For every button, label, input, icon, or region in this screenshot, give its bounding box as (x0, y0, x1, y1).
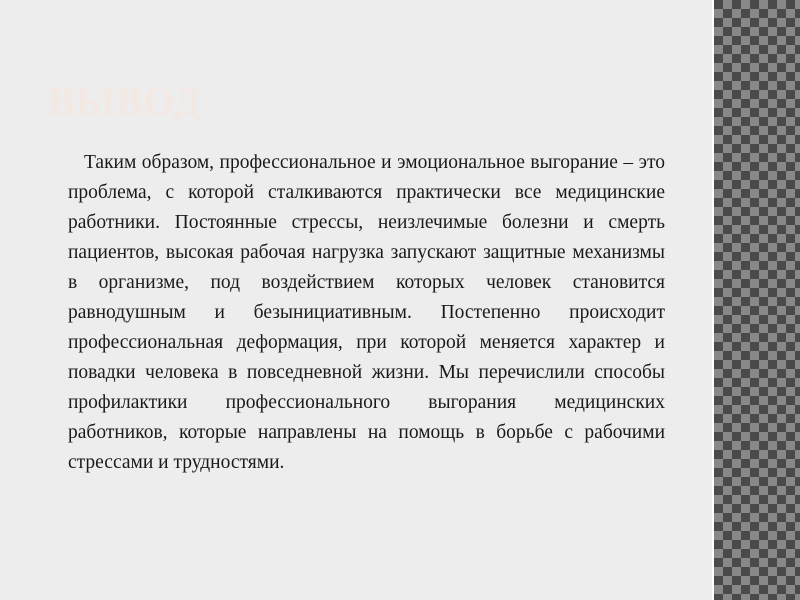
slide-body-text: Таким образом, профессиональное и эмоциональное выгорание – это проблема, с которой сталкиваются практически все медицинские работники. Постоянные стрессы, неизлечимые болезни и смерть пациентов, высокая рабочая нагрузка запускают защитные механизмы в организме, под воздействием которых человек становится равнодушным и безынициативным. Постепенно происходит профессиональная деформация, при которой меняется характер и повадки человека в повседневной жизни. Мы перечислили способы профилактики профессионального выгорания медицинских работников, которые направлены на помощь в борьбе с рабочими стрессами и трудностями. (68, 152, 665, 473)
slide-title: ВЫВОД (48, 79, 203, 124)
decorative-pattern-strip (712, 0, 800, 600)
